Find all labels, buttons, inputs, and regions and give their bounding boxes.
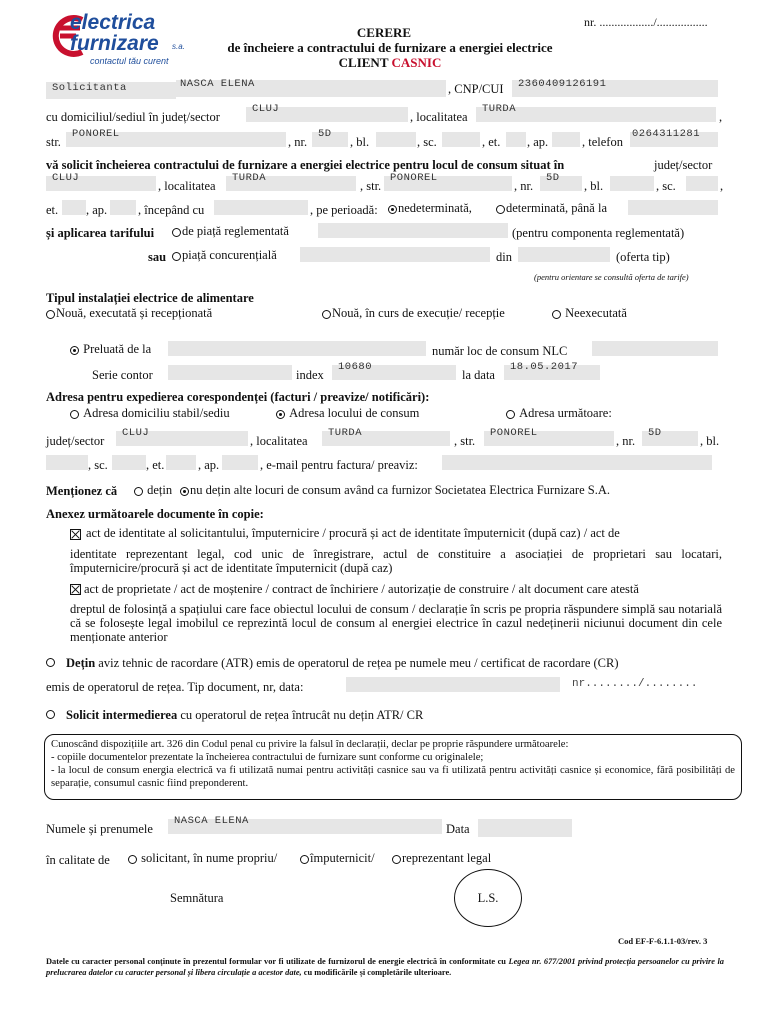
domicile-nr-field[interactable]: 5D [312, 132, 348, 147]
declaration-line2: - copiile documentelor prezentate la încheierea contractului de furnizare sunt conforme cu originalele; [51, 752, 484, 763]
logo-line2: furnizare [70, 32, 159, 55]
index-label: index [296, 368, 324, 382]
annex-doc1-line1: act de identitate al solicitantului, împuternicire / procură și act de identitate împuternicit (după caz) / act de [86, 526, 620, 540]
radio-icon[interactable] [392, 855, 401, 864]
period-label: , pe perioadă: [310, 203, 378, 217]
reading-date-field[interactable]: 18.05.2017 [504, 365, 600, 380]
regulated-tariff-field[interactable] [318, 223, 508, 238]
meter-series-field[interactable] [168, 365, 292, 380]
ap-label: , ap. [527, 135, 549, 149]
atr-document-field[interactable] [346, 677, 560, 692]
corr-email-field[interactable] [442, 455, 712, 470]
domicile-county-field[interactable]: CLUJ [246, 107, 408, 122]
start-date-field[interactable] [214, 200, 308, 215]
atr-line2: emis de operatorul de rețea. Tip document, nr, data: [46, 680, 304, 694]
installation-not-executed-option[interactable] [552, 306, 627, 321]
corr-sc-field[interactable] [112, 455, 146, 470]
domicile-locality-label: , localitatea [410, 110, 468, 124]
competitive-tariff-field[interactable] [300, 247, 490, 262]
installation-taken-over-option[interactable] [70, 342, 151, 357]
footer-note [46, 957, 724, 978]
corr-locality-label: , localitatea [250, 434, 308, 448]
tariff-competitive-label: piață concurențială [182, 248, 277, 262]
tariff-small-note: (pentru orientare se consultă oferta de tarife) [534, 272, 689, 282]
form-code: Cod EF-F-6.1.1-03/rev. 3 [618, 936, 708, 946]
radio-icon[interactable] [506, 410, 515, 419]
address-other-label: Adresa următoare: [519, 406, 612, 420]
address-other-option[interactable] [506, 406, 612, 421]
phone-field[interactable]: 0264311281 [630, 132, 718, 147]
consumption-sc-field[interactable] [686, 176, 718, 191]
intermediation-option[interactable] [46, 706, 56, 721]
footer-note-end: cu modificările și completările ulterioare. [303, 967, 452, 977]
atr-text: aviz tehnic de racordare (ATR) emis de operatorul de rețea pe numele meu / certificat de racordare (CR) [98, 656, 619, 670]
stamp-label: L.S. [477, 890, 499, 905]
mention-own-label: dețin [147, 483, 173, 497]
form-subtitle: de încheiere a contractului de furnizare a energiei electrice [227, 40, 553, 55]
period-definite-option[interactable] [496, 201, 607, 216]
corr-email-label: , e-mail pentru factura/ preaviz: [260, 458, 418, 472]
corr-sc-label: , sc. [88, 458, 108, 472]
cnp-field[interactable]: 2360409126191 [512, 80, 718, 97]
comma: , [720, 179, 724, 193]
nr-label: , nr. [288, 135, 308, 149]
sc-label: , sc. [417, 135, 437, 149]
period-indefinite-label: nedeterminată, [398, 201, 472, 215]
address-domicile-label: Adresa domiciliu stabil/sediu [83, 406, 230, 420]
radio-icon[interactable] [128, 855, 137, 864]
capacity-self-label: solicitant, în nume propriu/ [141, 851, 278, 865]
domicile-et-field[interactable] [506, 132, 526, 147]
consumption-street-field[interactable]: PONOREL [384, 176, 512, 191]
domicile-label: cu domiciliul/sediul în județ/sector [46, 110, 220, 124]
index-field[interactable]: 10680 [332, 365, 456, 380]
corr-bl-field[interactable] [46, 455, 88, 470]
consumption-nr-field[interactable]: 5D [540, 176, 582, 191]
radio-icon[interactable] [46, 310, 55, 319]
consumption-street-label: , str. [360, 179, 382, 193]
checkbox-checked-icon[interactable] [70, 529, 81, 540]
consumption-et-field[interactable] [62, 200, 86, 215]
from-label: din [496, 250, 512, 264]
regulated-note: (pentru componenta reglementată) [512, 226, 685, 240]
corr-et-label: , et. [146, 458, 165, 472]
tariff-competitive-option[interactable] [172, 248, 277, 263]
installation-new-progress-option[interactable] [322, 306, 505, 321]
meter-series-label: Serie contor [92, 368, 153, 382]
radio-icon[interactable] [172, 228, 181, 237]
address-consumption-label: Adresa locului de consum [289, 406, 420, 420]
intermediation-text: cu operatorul de rețea întrucât nu dețin ATR/ CR [180, 708, 424, 722]
annex-doc1-checkbox[interactable] [70, 526, 81, 541]
capacity-label: în calitate de [46, 853, 110, 867]
form-title: CERERE [356, 25, 412, 40]
reading-date-label: la data [462, 368, 495, 382]
phone-label: , telefon [582, 135, 623, 149]
cnp-label: , CNP/CUI [448, 82, 504, 96]
corr-street-field[interactable]: PONOREL [484, 431, 614, 446]
consumption-intro: vă solicit încheierea contractului de furnizare a energiei electrice pentru locul de consum situat în [46, 158, 565, 172]
installation-not-executed-label: Neexecutată [565, 306, 627, 320]
atr-option[interactable] [46, 654, 56, 669]
client-type-line [0, 55, 768, 71]
mention-label: Menționez că [46, 484, 118, 498]
annex-title: Anexez următoarele documente în copie: [46, 507, 264, 521]
registration-number: nr. ................../................. [584, 15, 708, 29]
corr-ap-label: , ap. [198, 458, 220, 472]
period-indefinite-option[interactable] [388, 201, 472, 216]
consumption-county-field[interactable]: CLUJ [46, 176, 156, 191]
declaration-line3: - la locul de consum energia electrică va fi utilizată numai pentru activități casnice sau va fi utilizată pentru activități casnice și economice, fără posibilități de separație, consumul casnic fiind preponderent. [51, 765, 735, 789]
atr-bold: Dețin [66, 656, 96, 670]
corr-street-label: , str. [454, 434, 476, 448]
offer-type-note: (oferta tip) [616, 250, 670, 264]
installation-new-complete-label: Nouă, executată și recepționată [56, 306, 213, 320]
corr-nr-label: , nr. [616, 434, 636, 448]
signature-label: Semnătura [170, 891, 224, 905]
installation-new-progress-label: Nouă, în curs de execuție/ recepție [332, 306, 505, 320]
et-label: , et. [482, 135, 501, 149]
mention-not-own-label: nu dețin alte locuri de consum având ca furnizor Societatea Electrica Furnizare S.A. [190, 483, 610, 497]
taken-over-from-field[interactable] [168, 341, 426, 356]
domicile-bl-field[interactable] [376, 132, 416, 147]
logo-tagline: contactul tău curent [90, 56, 169, 66]
consumption-nr-label: , nr. [514, 179, 534, 193]
radio-icon[interactable] [46, 710, 55, 719]
tariff-regulated-label: de piață reglementată [182, 224, 289, 238]
tariff-label: și aplicarea tarifului [46, 226, 155, 240]
radio-icon[interactable] [322, 310, 331, 319]
declaration-line1: Cunoscând dispozițiile art. 326 din Codul penal cu privire la falsul în declarații, declar pe proprie răspundere următoarele: [51, 739, 569, 750]
installation-new-complete-option[interactable] [46, 306, 212, 321]
address-consumption-option[interactable] [276, 406, 419, 421]
consumption-locality-label: , localitatea [158, 179, 216, 193]
radio-icon[interactable] [180, 487, 189, 496]
radio-icon[interactable] [388, 205, 397, 214]
corr-county-label: județ/sector [46, 434, 105, 448]
signature-name-field[interactable]: NASCA ELENA [168, 819, 442, 834]
logo-suffix: s.a. [172, 42, 185, 51]
capacity-legal-option[interactable] [392, 851, 491, 866]
corr-et-field[interactable] [166, 455, 196, 470]
radio-icon[interactable] [276, 410, 285, 419]
capacity-legal-label: reprezentant legal [402, 851, 492, 865]
consumption-sc-label: , sc. [656, 179, 676, 193]
domicile-ap-field[interactable] [552, 132, 580, 147]
corr-locality-field[interactable]: TURDA [322, 431, 450, 446]
period-definite-label: determinată, până la [506, 201, 607, 215]
radio-icon[interactable] [172, 252, 181, 261]
annex-doc2-line1: act de proprietate / act de moștenire / contract de închiriere / autorizație de construire / alt document care atestă [84, 582, 639, 596]
annex-doc2-checkbox[interactable] [70, 581, 81, 596]
comma: , [719, 110, 723, 124]
mention-own-option[interactable] [134, 483, 172, 498]
corr-county-field[interactable]: CLUJ [116, 431, 248, 446]
consumption-et-label: et. [46, 203, 59, 217]
address-domicile-option[interactable] [70, 406, 230, 421]
consumption-ap-label: , ap. [86, 203, 108, 217]
capacity-proxy-label: împuternicit/ [310, 851, 375, 865]
solicitant-label-box: Solicitanta [46, 82, 176, 99]
mention-not-own-option[interactable] [180, 483, 610, 498]
footer-note-start: Datele cu caracter personal conținute în prezentul formular vor fi utilizate de furnizorul de energie electrică în conformitate cu [46, 957, 506, 966]
footer-note-law: Legea nr. 677/2001 privind protecția persoanelor cu privire la prelucrarea datelor cu caracter personal și libera circulație a acestor date, [46, 957, 724, 977]
consumption-intro-tail: județ/sector [654, 158, 713, 172]
declaration-box [44, 734, 742, 800]
logo-line1: electrica [70, 11, 156, 34]
consumption-bl-field[interactable] [610, 176, 654, 191]
client-type: CASNIC [391, 55, 442, 70]
annex-doc2-rest: dreptul de folosință a spațiului care face obiectul locului de consum / declarație în scris pe propria răspundere simplă sau notarială că se folosește legal imobilul ce reprezintă locul de consum al energiei electrice în cazul nedeținerii niciunui document din cele menționate anterior [70, 602, 722, 644]
nlc-field[interactable] [592, 341, 718, 356]
consumption-bl-label: , bl. [584, 179, 604, 193]
end-date-field[interactable] [628, 200, 718, 215]
offer-field[interactable] [518, 247, 610, 262]
radio-icon[interactable] [300, 855, 309, 864]
correspondence-title: Adresa pentru expedierea corespondenței (facturi / preavize/ notificări): [46, 390, 430, 404]
signature-date-field[interactable] [478, 819, 572, 837]
radio-icon[interactable] [496, 205, 505, 214]
corr-bl-label: , bl. [700, 434, 720, 448]
bl-label: , bl. [350, 135, 370, 149]
capacity-self-option[interactable] [128, 851, 277, 866]
applicant-name-field[interactable]: NASCA ELENA [176, 80, 446, 97]
annex-doc1-rest: identitate reprezentant legal, cod unic de înregistrare, actul de constituire a asociației de proprietari sau locatari, împuternicire/procură și act de identitate împuternicit (după caz) [70, 547, 722, 575]
atr-line1 [66, 656, 619, 671]
radio-icon[interactable] [70, 410, 79, 419]
atr-nr-placeholder: nr......../........ [572, 678, 698, 690]
installation-title: Tipul instalației electrice de alimentare [46, 291, 254, 305]
checkbox-checked-icon[interactable] [70, 584, 81, 595]
signature-date-label: Data [446, 822, 470, 836]
street-label: str. [46, 135, 61, 149]
intermediation-line [66, 708, 423, 723]
intermediation-bold: Solicit intermedierea [66, 708, 178, 722]
radio-icon[interactable] [134, 487, 143, 496]
radio-icon[interactable] [46, 658, 55, 667]
radio-icon[interactable] [70, 346, 79, 355]
consumption-ap-field[interactable] [110, 200, 136, 215]
full-name-label: Numele și prenumele [46, 822, 153, 836]
tariff-regulated-option[interactable] [172, 224, 289, 239]
corr-nr-field[interactable]: 5D [642, 431, 698, 446]
domicile-locality-field[interactable]: TURDA [476, 107, 716, 122]
domicile-sc-field[interactable] [442, 132, 480, 147]
stamp-circle [454, 869, 522, 927]
installation-taken-over-label: Preluată de la [83, 342, 152, 356]
nlc-label: număr loc de consum NLC [432, 344, 568, 358]
domicile-street-field[interactable]: PONOREL [66, 132, 286, 147]
client-prefix: CLIENT [338, 55, 389, 70]
capacity-proxy-option[interactable] [300, 851, 375, 866]
start-date-label: , începând cu [138, 203, 205, 217]
radio-icon[interactable] [552, 310, 561, 319]
consumption-locality-field[interactable]: TURDA [226, 176, 356, 191]
or-label: sau [148, 250, 167, 264]
corr-ap-field[interactable] [222, 455, 258, 470]
